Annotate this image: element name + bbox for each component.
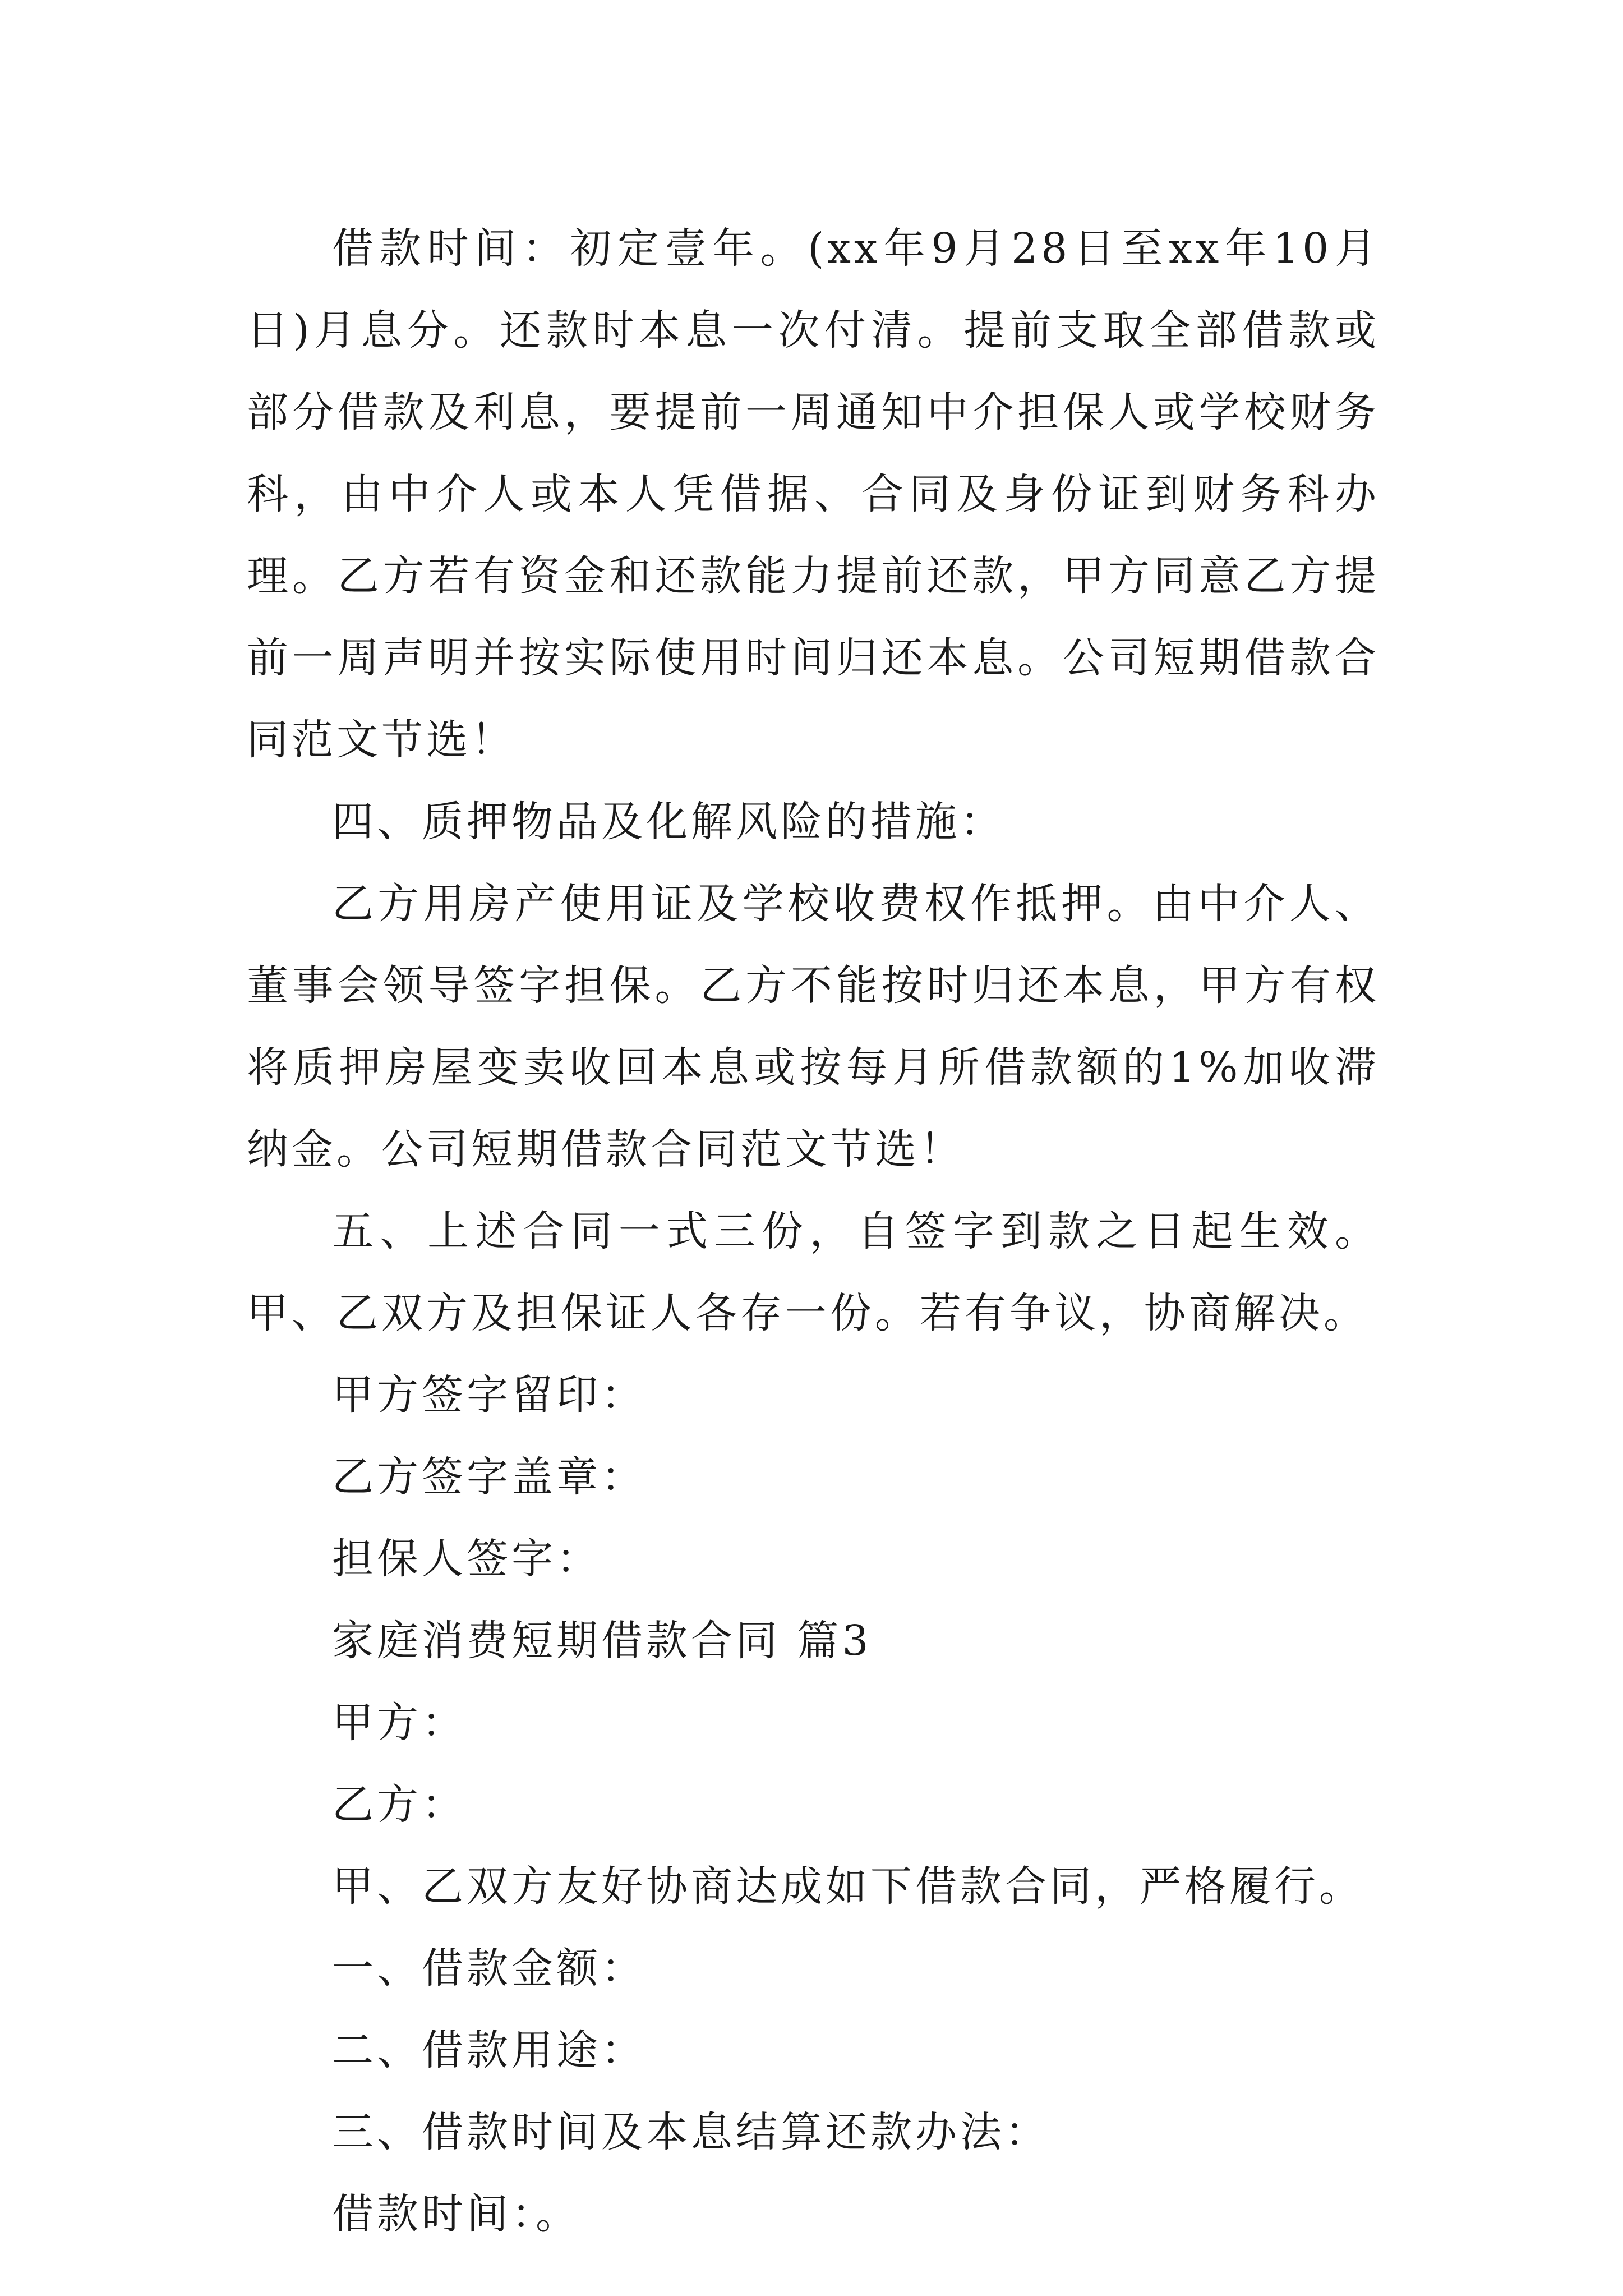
party-b-signature-line: 乙方签字盖章： [332, 1453, 646, 1501]
loan-amount-line: 一、借款金额： [332, 1944, 646, 1993]
paragraph-collateral: 乙方用房产使用证及学校收费权作抵押。由中介人、董事会领导签字担保。乙方不能按时归还本息，甲方有权将质押房屋变卖收回本息或按每月所借款额的1%加收滞纳金。公司短期借款合同范文节选！ [247, 880, 1380, 1174]
agreement-intro-line: 甲、乙双方友好协商达成如下借款合同，严格履行。 [332, 1862, 1364, 1911]
party-a-line: 甲方： [332, 1699, 467, 1747]
party-b-line: 乙方： [332, 1780, 467, 1829]
paragraph-loan-time: 借款时间：初定壹年。(xx年9月28日至xx年10月日)月息分。还款时本息一次付清。提前支取全部借款或部分借款及利息，要提前一周通知中介担保人或学校财务科，由中介人或本人凭借据、合同及身份证到财务科办理。乙方若有资金和还款能力提前还款，甲方同意乙方提前一周声明并按实际使用时间归还本息。公司短期借款合同范文节选！ [247, 224, 1380, 764]
contract-3-title: 家庭消费短期借款合同 篇3 [332, 1617, 872, 1665]
document-body [247, 208, 1380, 2255]
loan-purpose-line: 二、借款用途： [332, 2026, 646, 2074]
paragraph-section-4-heading: 四、质押物品及化解风险的措施： [332, 798, 1005, 846]
party-a-signature-line: 甲方签字留印： [332, 1371, 646, 1419]
repayment-method-line: 三、借款时间及本息结算还款办法： [332, 2108, 1050, 2156]
loan-time-line: 借款时间：。 [332, 2190, 580, 2238]
paragraph-section-5: 五、上述合同一式三份，自签字到款之日起生效。甲、乙双方及担保证人各存一份。若有争议，协商解决。 [247, 1207, 1380, 1337]
guarantor-signature-line: 担保人签字： [332, 1535, 601, 1583]
